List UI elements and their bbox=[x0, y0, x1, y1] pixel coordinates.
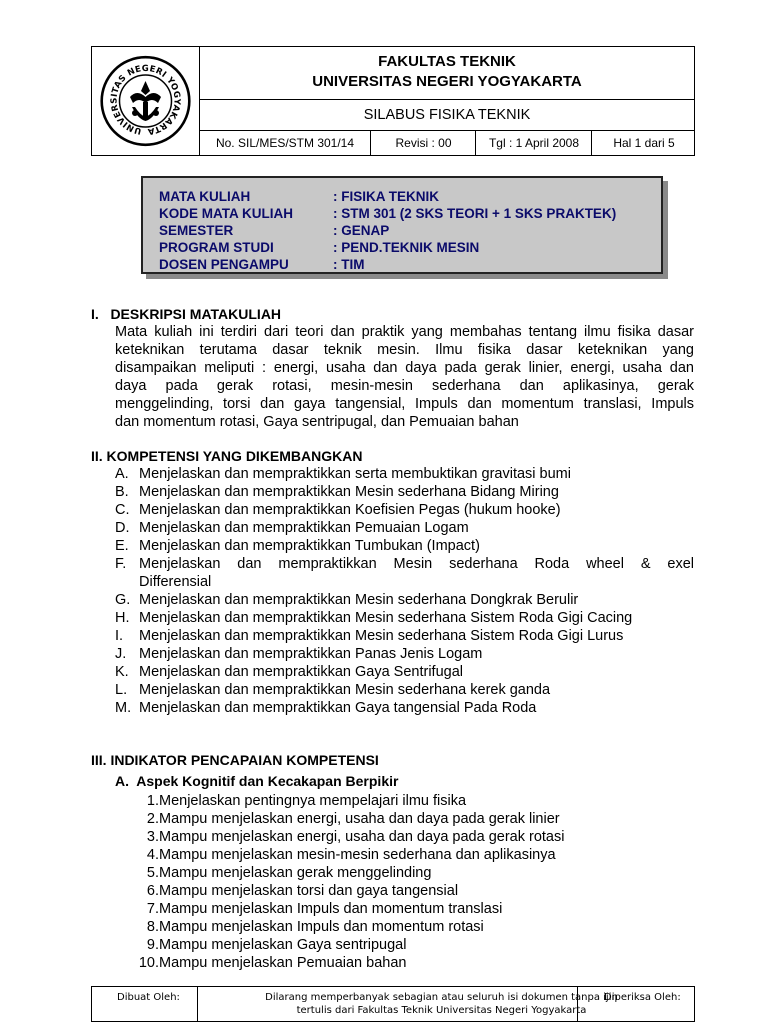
list-item: F. Menjelaskan dan mempraktikkan Mesin sederhana Roda wheel & exel Differensial bbox=[115, 556, 694, 590]
list-item: J. Menjelaskan dan mempraktikkan Panas Jenis Logam bbox=[115, 646, 483, 662]
info-key: MATA KULIAH bbox=[159, 189, 251, 204]
paragraph-line: menggelinding, torsi dan gaya tangensial, Impuls dan momentum translasi, Impuls bbox=[115, 396, 694, 412]
doc-date: Tgl : 1 April 2008 bbox=[475, 131, 592, 155]
section-3-heading: III. INDIKATOR PENCAPAIAN KOMPETENSI bbox=[91, 752, 379, 768]
paragraph-line: Mata kuliah ini terdiri dari teori dan praktik yang membahas tentang ilmu fisika dasar bbox=[115, 324, 694, 340]
faculty-name: FAKULTAS TEKNIK bbox=[378, 53, 516, 70]
paragraph-line: disampaikan meliputi : energi, usaha dan daya pada gerak linier, energi, usaha dan bbox=[115, 360, 694, 376]
info-value: : FISIKA TEKNIK bbox=[333, 189, 439, 204]
doc-meta-row bbox=[200, 131, 694, 155]
competency-list bbox=[115, 465, 695, 715]
list-item: H. Menjelaskan dan mempraktikkan Mesin sederhana Sistem Roda Gigi Cacing bbox=[115, 610, 633, 626]
info-value: : TIM bbox=[333, 257, 365, 272]
notice-line: Dilarang memperbanyak sebagian atau seluruh isi dokumen tanpa ijin bbox=[265, 992, 618, 1003]
checked-by-cell: Diperiksa Oleh: bbox=[577, 987, 695, 1021]
list-item: M. Menjelaskan dan mempraktikkan Gaya tangensial Pada Roda bbox=[115, 700, 537, 716]
section-1-description bbox=[115, 323, 694, 431]
faculty-title-block bbox=[200, 47, 694, 100]
doc-page: Hal 1 dari 5 bbox=[591, 131, 696, 155]
university-name: UNIVERSITAS NEGERI YOGYAKARTA bbox=[312, 73, 582, 90]
list-item: 10. Mampu menjelaskan Pemuaian bahan bbox=[138, 955, 407, 971]
section-2-heading: II. KOMPETENSI YANG DIKEMBANGKAN bbox=[91, 448, 363, 464]
list-item: 4. Mampu menjelaskan mesin-mesin sederhana dan aplikasinya bbox=[146, 847, 556, 863]
list-item: 1. Menjelaskan pentingnya mempelajari ilmu fisika bbox=[146, 793, 467, 809]
info-key: SEMESTER bbox=[159, 223, 234, 238]
info-key: DOSEN PENGAMPU bbox=[159, 257, 289, 272]
paragraph-line: keteknikan terutama dasar teknik mesin. Ilmu fisika dasar keteknikan yang bbox=[115, 342, 694, 358]
list-item: K. Menjelaskan dan mempraktikkan Gaya Sentrifugal bbox=[115, 664, 463, 680]
list-item: A. Menjelaskan dan mempraktikkan serta membuktikan gravitasi bumi bbox=[115, 466, 571, 482]
paragraph-line: daya pada gerak rotasi, mesin-mesin sederhana dan aplikasinya, gerak bbox=[115, 378, 694, 394]
list-item: B. Menjelaskan dan mempraktikkan Mesin sederhana Bidang Miring bbox=[115, 484, 559, 500]
info-value: : GENAP bbox=[333, 223, 390, 238]
university-logo-icon bbox=[92, 47, 199, 155]
list-item: E. Menjelaskan dan mempraktikkan Tumbukan (Impact) bbox=[115, 538, 480, 554]
list-item: 3. Mampu menjelaskan energi, usaha dan daya pada gerak rotasi bbox=[146, 829, 565, 845]
list-item: 8. Mampu menjelaskan Impuls dan momentum rotasi bbox=[146, 919, 484, 935]
list-item: D. Menjelaskan dan mempraktikkan Pemuaian Logam bbox=[115, 520, 469, 536]
list-item: 7. Mampu menjelaskan Impuls dan momentum translasi bbox=[146, 901, 503, 917]
list-item: L. Menjelaskan dan mempraktikkan Mesin sederhana kerek ganda bbox=[115, 682, 551, 698]
info-value: : STM 301 (2 SKS TEORI + 1 SKS PRAKTEK) bbox=[333, 206, 617, 221]
logo-text: UNIVERSITAS NEGERI YOGYAKARTA bbox=[109, 63, 182, 137]
list-item: 9. Mampu menjelaskan Gaya sentripugal bbox=[146, 937, 407, 953]
made-by-cell: Dibuat Oleh: bbox=[92, 987, 198, 1021]
section-3-subheading: A. Aspek Kognitif dan Kecakapan Berpikir bbox=[115, 773, 399, 789]
indicator-list bbox=[115, 792, 695, 974]
info-key: KODE MATA KULIAH bbox=[159, 206, 293, 221]
paragraph-line: dan momentum rotasi, Gaya sentripugal, dan Pemuaian bahan bbox=[115, 414, 519, 430]
info-value: : PEND.TEKNIK MESIN bbox=[333, 240, 480, 255]
info-key: PROGRAM STUDI bbox=[159, 240, 274, 255]
doc-title-row bbox=[200, 100, 694, 131]
section-1-heading: I. DESKRIPSI MATAKULIAH bbox=[91, 306, 282, 322]
doc-revision: Revisi : 00 bbox=[370, 131, 476, 155]
course-info-box bbox=[141, 176, 663, 274]
notice-line: tertulis dari Fakultas Teknik Universitas Negeri Yogyakarta bbox=[296, 1005, 587, 1016]
list-item: 6. Mampu menjelaskan torsi dan gaya tangensial bbox=[146, 883, 459, 899]
doc-title: SILABUS FISIKA TEKNIK bbox=[363, 107, 531, 123]
list-item: 2. Mampu menjelaskan energi, usaha dan daya pada gerak linier bbox=[146, 811, 560, 827]
document-header bbox=[91, 46, 695, 156]
logo-cell bbox=[92, 47, 200, 155]
doc-number: No. SIL/MES/STM 301/14 bbox=[215, 136, 355, 150]
list-item: C. Menjelaskan dan mempraktikkan Koefisien Pegas (hukum hooke) bbox=[115, 502, 561, 518]
list-item: G. Menjelaskan dan mempraktikkan Mesin sederhana Dongkrak Berulir bbox=[115, 592, 579, 608]
list-item: 5. Mampu menjelaskan gerak menggelinding bbox=[146, 865, 432, 881]
document-footer bbox=[91, 986, 695, 1022]
list-item: I. Menjelaskan dan mempraktikkan Mesin sederhana Sistem Roda Gigi Lurus bbox=[115, 628, 624, 644]
